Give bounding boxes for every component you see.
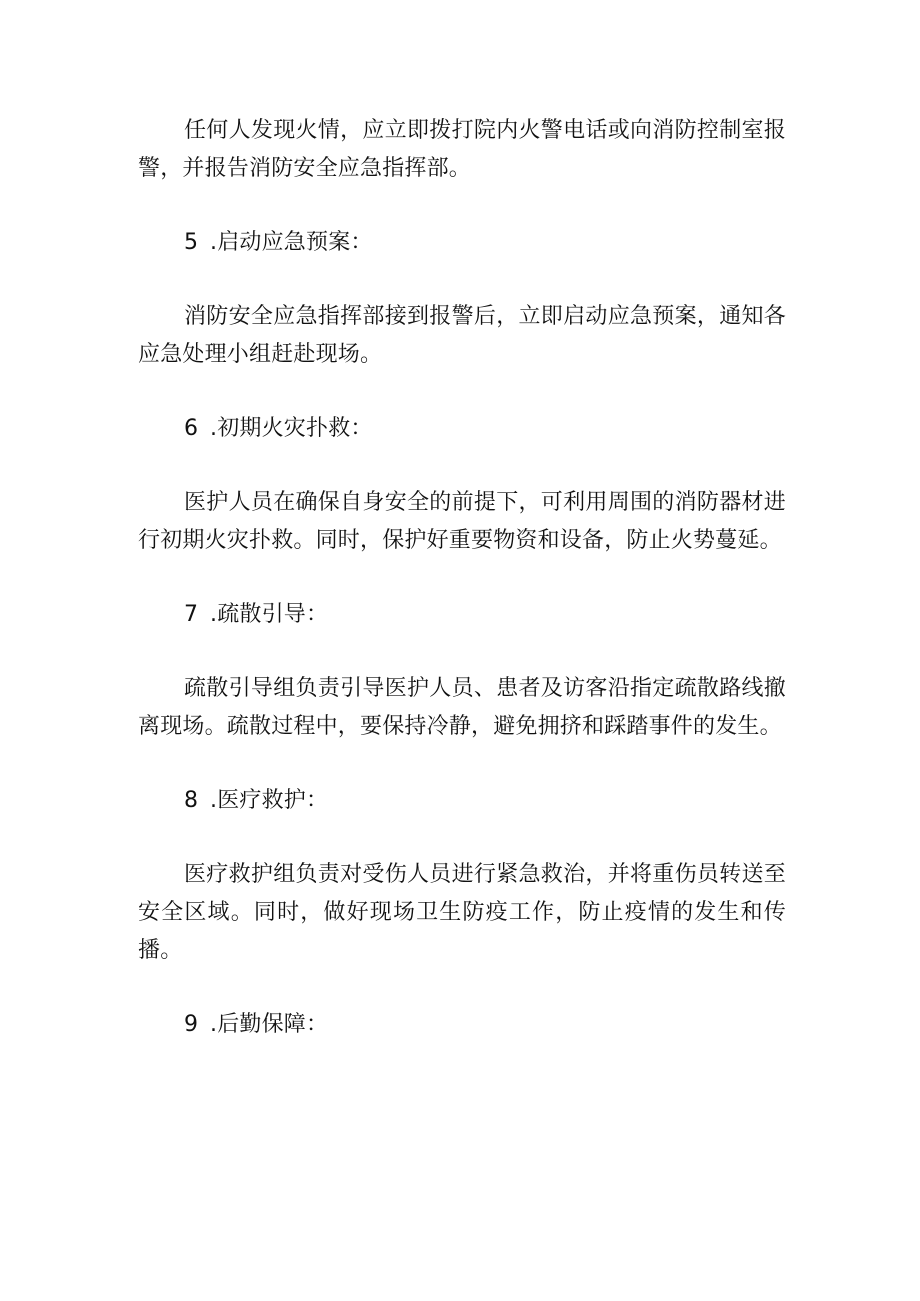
heading-text: .启动应急预案： xyxy=(210,230,373,255)
heading-text: .初期火灾扑救： xyxy=(210,416,373,441)
paragraph-evacuation: 疏散引导组负责引导医护人员、患者及访客沿指定疏散路线撤离现场。疏散过程中，要保持冷静，避免拥挤和踩踏事件的发生。 xyxy=(138,676,786,739)
heading-number: 5 xyxy=(184,230,199,255)
paragraph-initial-firefighting: 医护人员在确保自身安全的前提下，可利用周围的消防器材进行初期火灾扑救。同时，保护好重要物资和设备，防止火势蔓延。 xyxy=(138,490,786,553)
heading-6-initial-firefighting xyxy=(138,410,786,448)
heading-8-medical-rescue xyxy=(138,782,786,820)
heading-number: 8 xyxy=(184,788,199,813)
heading-9-logistics xyxy=(138,1006,786,1044)
heading-7-evacuation xyxy=(138,596,786,634)
heading-text: .疏散引导： xyxy=(210,602,329,627)
heading-number: 9 xyxy=(184,1012,199,1037)
paragraph-medical-rescue: 医疗救护组负责对受伤人员进行紧急救治，并将重伤员转送至安全区域。同时，做好现场卫生防疫工作，防止疫情的发生和传播。 xyxy=(138,862,786,963)
paragraph-report-fire: 任何人发现火情，应立即拨打院内火警电话或向消防控制室报警，并报告消防安全应急指挥部。 xyxy=(138,118,786,181)
paragraph-activate-plan: 消防安全应急指挥部接到报警后，立即启动应急预案，通知各应急处理小组赶赴现场。 xyxy=(138,304,786,367)
heading-number: 6 xyxy=(184,416,199,441)
heading-5-activate-plan xyxy=(138,224,786,262)
heading-number: 7 xyxy=(184,602,199,627)
heading-text: .后勤保障： xyxy=(210,1012,329,1037)
heading-text: .医疗救护： xyxy=(210,788,329,813)
